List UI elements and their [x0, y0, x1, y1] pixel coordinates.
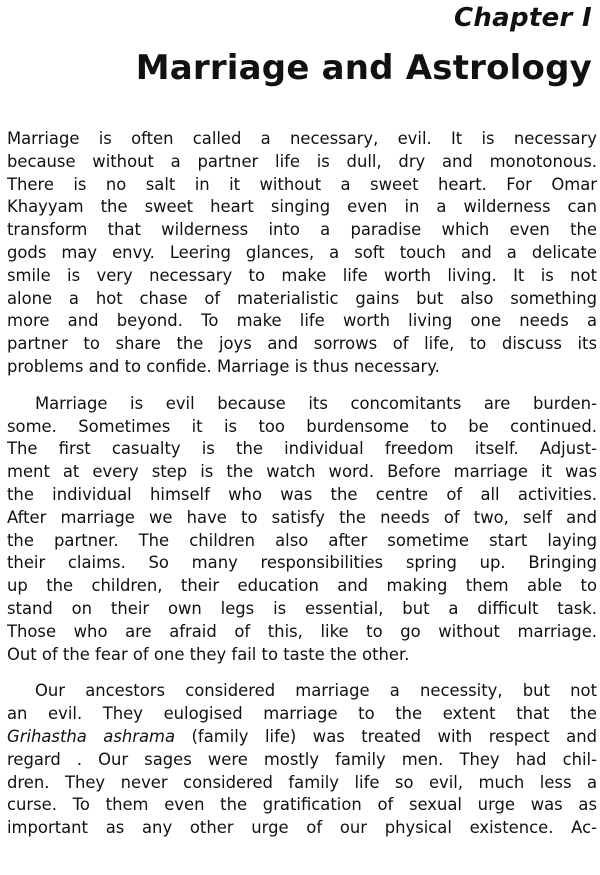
chapter-label: Chapter I [453, 3, 592, 33]
text-line: curse. To them even the gratification of sexual urge was as [7, 795, 597, 815]
text-line: their claims. So many responsibilities spring up. Bringing [7, 553, 597, 573]
text-line: alone a hot chase of materialistic gains but also something [7, 288, 597, 308]
text-line: smile is very necessary to make life worth living. It is not [7, 265, 597, 285]
text-line: an evil. They eulogised marriage to the extent that the [7, 704, 597, 724]
text-line: because without a partner life is dull, dry and monotonous. [7, 151, 597, 171]
text-line: the individual himself who was the centre of all activities. [7, 484, 597, 504]
text-line: important as any other urge of our physical existence. Ac- [7, 818, 597, 838]
chapter-body [7, 128, 597, 840]
text-line: Our ancestors considered marriage a necessity, but not [35, 681, 597, 701]
text-line: There is no salt in it without a sweet heart. For Omar [7, 174, 597, 194]
paragraph-3 [7, 680, 597, 840]
text-line: the partner. The children also after sometime start laying [7, 530, 597, 550]
text-line: more and beyond. To make life worth living one needs a [7, 311, 597, 331]
text-line: Marriage is evil because its concomitants are burden- [35, 393, 597, 413]
text-line: gods may envy. Leering glances, a soft touch and a delicate [7, 242, 597, 262]
italic-term: Grihastha ashrama [7, 726, 176, 746]
text-line-with-italic [7, 726, 597, 749]
paragraph-2 [7, 393, 597, 667]
text-line: stand on their own legs is essential, but a difficult task. [7, 598, 597, 618]
paragraph-1 [7, 128, 597, 379]
text-line: Khayyam the sweet heart singing even in a wilderness can [7, 197, 597, 217]
text-line: up the children, their education and making them able to [7, 576, 597, 596]
text-line: dren. They never considered family life so evil, much less a [7, 772, 597, 792]
text-fragment: (family life) was treated with respect and [175, 726, 597, 746]
text-line: problems and to confide. Marriage is thus necessary. [7, 356, 440, 376]
text-line: regard . Our sages were mostly family men. They had chil- [7, 749, 597, 769]
text-line: ment at every step is the watch word. Before marriage it was [7, 462, 597, 482]
text-line: partner to share the joys and sorrows of life, to discuss its [7, 334, 597, 354]
text-line: After marriage we have to satisfy the needs of two, self and [7, 507, 597, 527]
text-line: The first casualty is the individual freedom itself. Adjust- [7, 439, 597, 459]
text-line: some. Sometimes it is too burdensome to be continued. [7, 416, 597, 436]
text-line: Marriage is often called a necessary, evil. It is necessary [7, 129, 597, 148]
text-line: Those who are afraid of this, like to go without marriage. [7, 621, 597, 641]
text-line: transform that wilderness into a paradise which even the [7, 220, 597, 240]
text-line: Out of the fear of one they fail to taste the other. [7, 644, 410, 664]
chapter-title: Marriage and Astrology [135, 48, 592, 88]
